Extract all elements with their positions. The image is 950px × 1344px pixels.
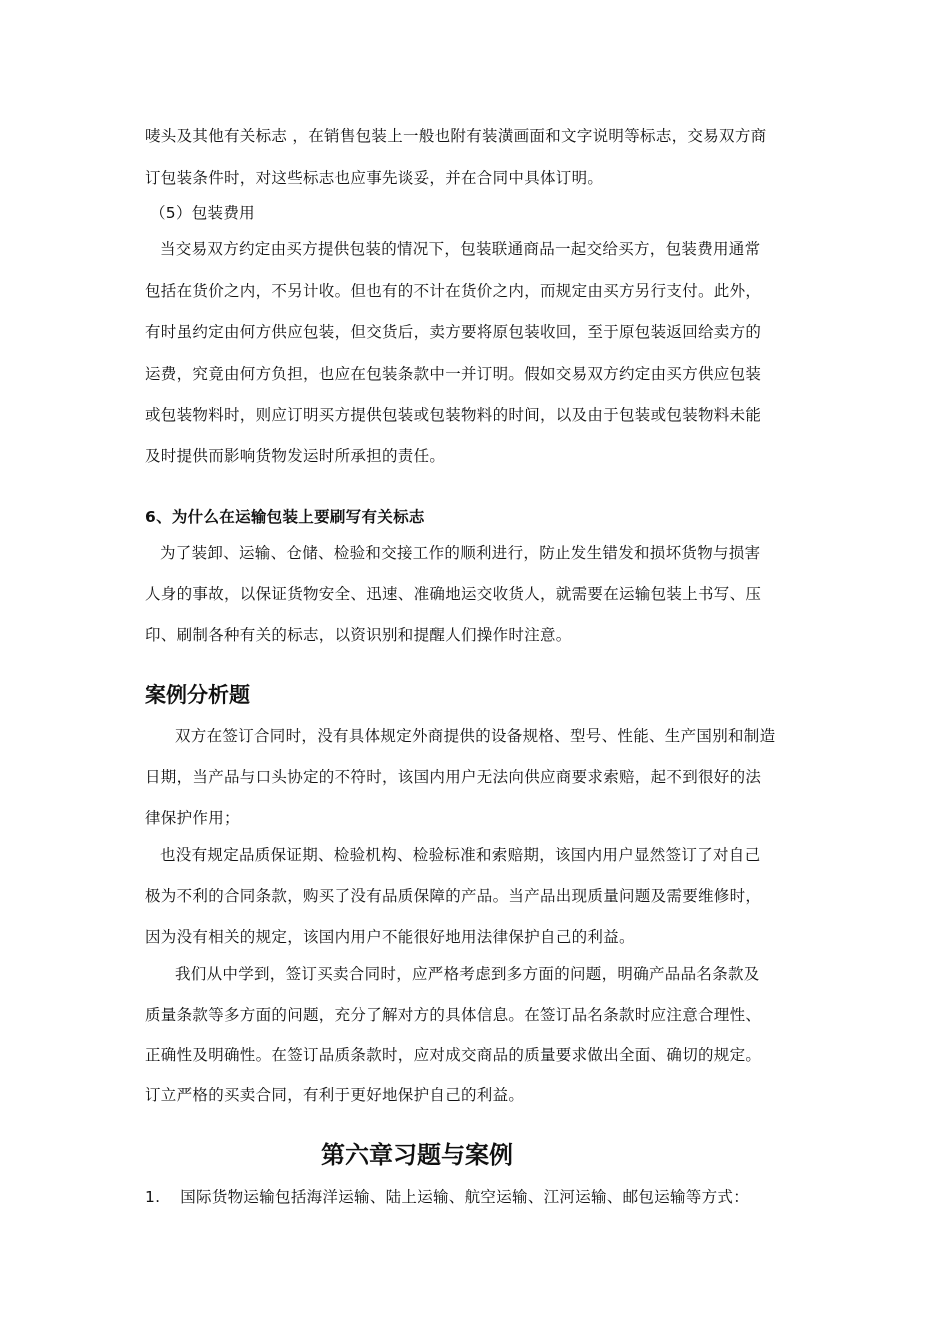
section-heading: 案例分析题 [145, 683, 250, 707]
paragraph-line: 质量条款等多方面的问题，充分了解对方的具体信息。在签订品名条款时应注意合理性、 [145, 1006, 762, 1024]
paragraph-line: 日期，当产品与口头协定的不符时，该国内用户无法向供应商要求索赔，起不到很好的法 [145, 768, 762, 786]
subsection-heading: （5）包装费用 [150, 204, 255, 222]
paragraph-line: 或包装物料时，则应订明买方提供包装或包装物料的时间，以及由于包装或包装物料未能 [145, 406, 762, 424]
paragraph-line: 双方在签订合同时，没有具体规定外商提供的设备规格、型号、性能、生产国别和制造 [175, 727, 776, 745]
paragraph-line: 有时虽约定由何方供应包装，但交货后，卖方要将原包装收回，至于原包装返回给卖方的 [145, 323, 762, 341]
paragraph-line: 我们从中学到，签订买卖合同时，应严格考虑到多方面的问题，明确产品品名条款及 [175, 965, 760, 983]
paragraph-line: 也没有规定品质保证期、检验机构、检验标准和索赔期，该国内用户显然签订了对自己 [160, 846, 761, 864]
paragraph-line: 包括在货价之内，不另计收。但也有的不计在货价之内，而规定由买方另行支付。此外， [145, 282, 762, 300]
question-heading: 6、为什么在运输包装上要刷写有关标志 [145, 508, 425, 526]
paragraph-line: 当交易双方约定由买方提供包装的情况下，包装联通商品一起交给买方，包装费用通常 [160, 240, 761, 258]
list-item [145, 1187, 810, 1207]
paragraph-line: 运费，究竟由何方负担，也应在包装条款中一并订明。假如交易双方约定由买方供应包装 [145, 365, 762, 383]
paragraph-line: 唛头及其他有关标志 ，在销售包装上一般也附有装潢画面和文字说明等标志，交易双方商 [145, 127, 767, 145]
paragraph-line: 订包装条件时，对这些标志也应事先谈妥，并在合同中具体订明。 [145, 169, 604, 187]
paragraph-line: 印、刷制各种有关的标志，以资识别和提醒人们操作时注意。 [145, 626, 572, 644]
paragraph-line: 正确性及明确性。在签订品质条款时，应对成交商品的质量要求做出全面、确切的规定。 [145, 1046, 762, 1064]
list-item-text: 国际货物运输包括海洋运输、陆上运输、航空运输、江河运输、邮包运输等方式： [180, 1188, 750, 1206]
paragraph-line: 人身的事故，以保证货物安全、迅速、准确地运交收货人，就需要在运输包装上书写、压 [145, 585, 762, 603]
paragraph-line: 订立严格的买卖合同，有利于更好地保护自己的利益。 [145, 1086, 525, 1104]
paragraph-line: 律保护作用； [145, 809, 240, 827]
paragraph-line: 极为不利的合同条款，购买了没有品质保障的产品。当产品出现质量问题及需要维修时， [145, 887, 762, 905]
paragraph-line: 因为没有相关的规定，该国内用户不能很好地用法律保护自己的利益。 [145, 928, 635, 946]
paragraph-line: 为了装卸、运输、仓储、检验和交接工作的顺利进行，防止发生错发和损坏货物与损害 [160, 544, 761, 562]
list-item-number: 1. [145, 1188, 161, 1206]
paragraph-line: 及时提供而影响货物发运时所承担的责任。 [145, 447, 446, 465]
chapter-title: 第六章习题与案例 [321, 1141, 513, 1169]
